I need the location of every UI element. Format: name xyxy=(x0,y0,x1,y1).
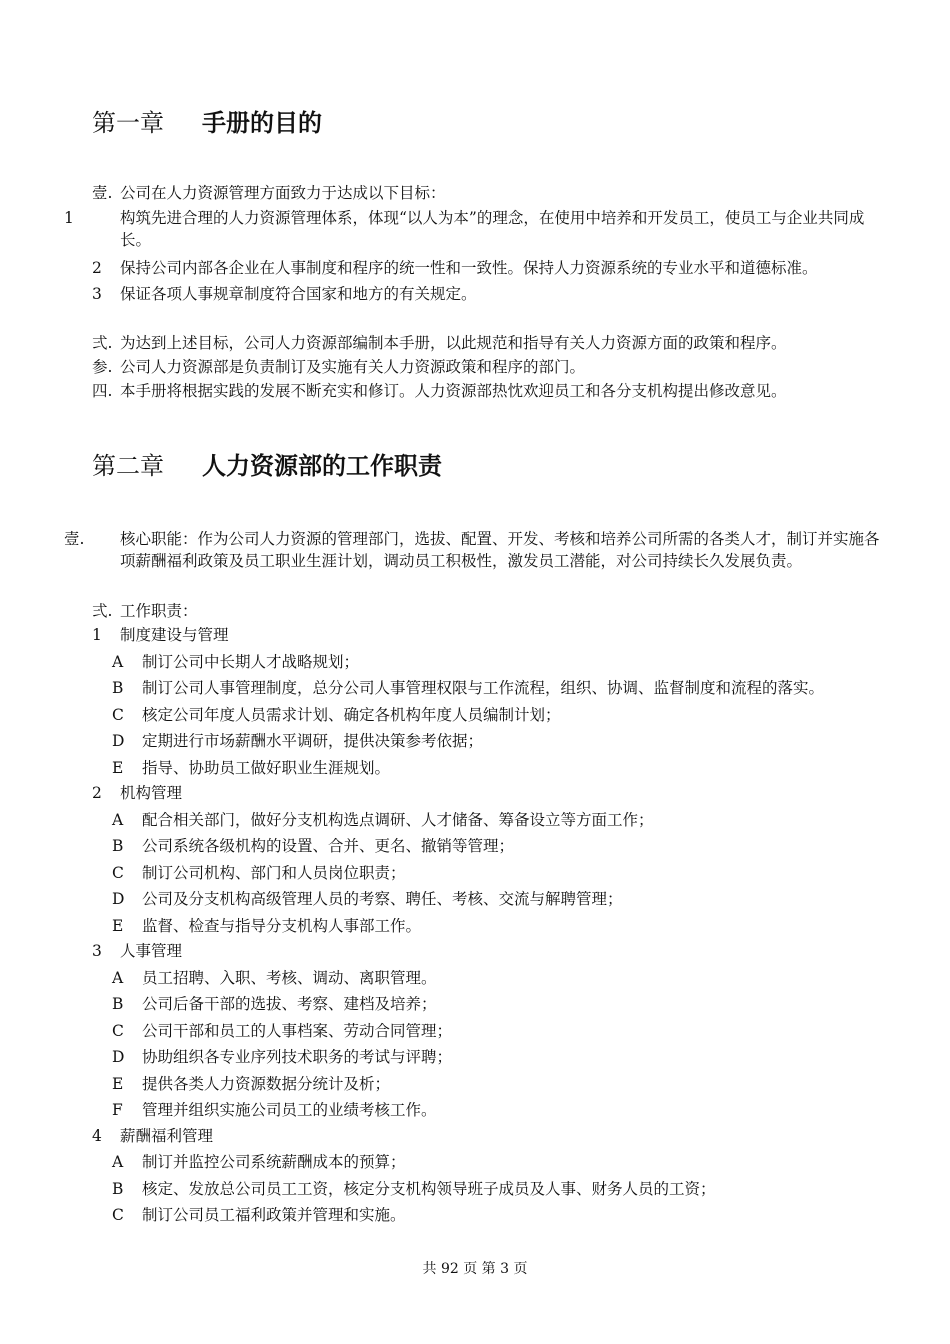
list-item: 2 保持公司内部各企业在人事制度和程序的统一性和一致性。保持人力资源系统的专业水平和道德标准。 xyxy=(92,259,818,277)
chapter-1-heading xyxy=(92,108,322,138)
list-item: D 定期进行市场薪酬水平调研，提供决策参考依据； xyxy=(112,732,484,750)
duties-heading: 弍. 工作职责： xyxy=(92,602,198,620)
list-item: E 提供各类人力资源数据分统计及析； xyxy=(112,1075,391,1093)
list-item: F 管理并组织实施公司员工的业绩考核工作。 xyxy=(112,1101,437,1119)
list-item: 四. 本手册将根据实践的发展不断充实和修订。人力资源部热忱欢迎员工和各分支机构提出修改意见。 xyxy=(92,382,787,400)
list-item: 壹. 公司在人力资源管理方面致力于达成以下目标： xyxy=(92,184,446,202)
chapter-number: 第一章 xyxy=(92,109,164,137)
list-item: D 公司及分支机构高级管理人员的考察、聘任、考核、交流与解聘管理； xyxy=(112,890,623,908)
list-item: A 配合相关部门，做好分支机构选点调研、人才储备、筹备设立等方面工作； xyxy=(112,811,654,829)
list-item: D 协助组织各专业序列技术职务的考试与评聘； xyxy=(112,1048,453,1066)
list-item: A 制订公司中长期人才战略规划； xyxy=(112,653,360,671)
section-heading: 4 薪酬福利管理 xyxy=(92,1127,214,1145)
list-item: C 制订公司机构、部门和人员岗位职责； xyxy=(112,864,406,882)
list-item: 3 保证各项人事规章制度符合国家和地方的有关规定。 xyxy=(92,285,477,303)
chapter-2-heading xyxy=(92,451,442,481)
list-item: C 核定公司年度人员需求计划、确定各机构年度人员编制计划； xyxy=(112,706,561,724)
list-item: C 公司干部和员工的人事档案、劳动合同管理； xyxy=(112,1022,453,1040)
page-footer: 共 92 页 第 3 页 xyxy=(422,1261,528,1277)
section-heading: 1 制度建设与管理 xyxy=(92,626,229,644)
list-item: E 监督、检查与指导分支机构人事部工作。 xyxy=(112,917,422,935)
section-heading: 2 机构管理 xyxy=(92,784,183,802)
list-item: A 员工招聘、入职、考核、调动、离职管理。 xyxy=(112,969,437,987)
list-item: B 制订公司人事管理制度，总分公司人事管理权限与工作流程，组织、协调、监督制度和流程的落实。 xyxy=(112,679,825,697)
list-item: C 制订公司员工福利政策并管理和实施。 xyxy=(112,1206,406,1224)
list-item: B 公司后备干部的选拔、考察、建档及培养； xyxy=(112,995,437,1013)
list-item: E 指导、协助员工做好职业生涯规划。 xyxy=(112,759,391,777)
chapter-title: 手册的目的 xyxy=(202,108,322,137)
list-item: A 制订并监控公司系统薪酬成本的预算； xyxy=(112,1153,406,1171)
chapter-number: 第二章 xyxy=(92,452,164,480)
list-item: B 公司系统各级机构的设置、合并、更名、撤销等管理； xyxy=(112,837,515,855)
list-item: 1 构筑先进合理的人力资源管理体系，体现“以人为本”的理念，在使用中培养和开发员工，使员工与企业共同成长。 xyxy=(64,209,865,249)
section-heading: 3 人事管理 xyxy=(92,942,183,960)
list-item: 弍. 为达到上述目标，公司人力资源部编制本手册，以此规范和指导有关人力资源方面的政策和程序。 xyxy=(92,334,787,352)
chapter-title: 人力资源部的工作职责 xyxy=(202,451,442,480)
list-item: 参. 公司人力资源部是负责制订及实施有关人力资源政策和程序的部门。 xyxy=(92,358,586,376)
list-item: B 核定、发放总公司员工工资，核定分支机构领导班子成员及人事、财务人员的工资； xyxy=(112,1180,716,1198)
core-function: 壹. 核心职能：作为公司人力资源的管理部门，选拔、配置、开发、考核和培养公司所需的各类人才，制订并实施各项薪酬福利政策及员工职业生涯计划，调动员工积极性，激发员工潜能，对公司持续长久发展负责。 xyxy=(64,530,880,570)
